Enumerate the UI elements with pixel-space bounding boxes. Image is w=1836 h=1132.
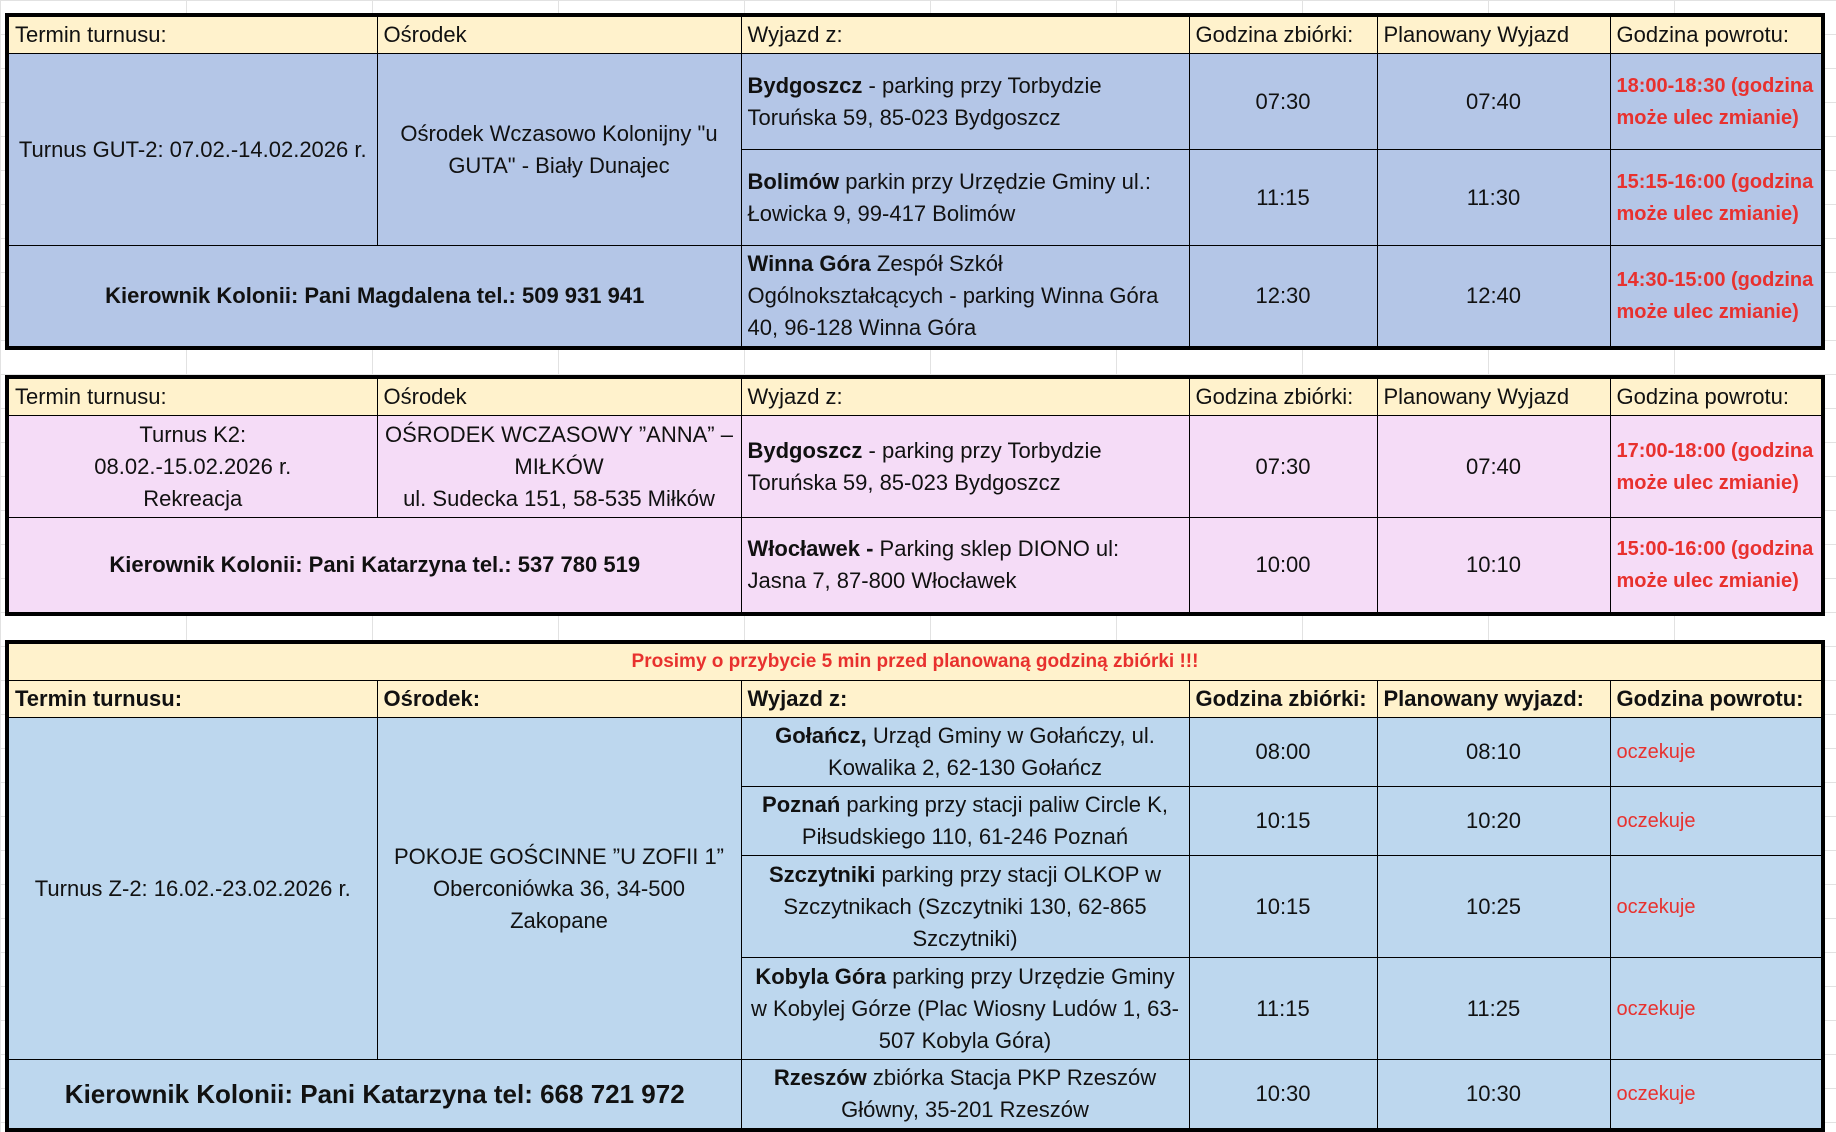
departure-place-cell — [741, 54, 1189, 150]
termin-cell: Turnus Z-2: 16.02.-23.02.2026 r. — [7, 718, 377, 1060]
planned-departure-cell: 11:25 — [1377, 958, 1610, 1060]
return-time-cell: 18:00-18:30 (godzina może ulec zmianie) — [1610, 54, 1823, 150]
osrodek-cell: POKOJE GOŚCINNE ”U ZOFII 1” Oberconiówka 36, 34-500 Zakopane — [377, 718, 741, 1060]
kierownik-cell: Kierownik Kolonii: Pani Katarzyna tel: 668 721 972 — [7, 1060, 741, 1131]
header-osrodek: Ośrodek — [377, 377, 741, 416]
departure-city: Winna Góra — [747, 251, 871, 276]
departure-city: Bydgoszcz — [747, 437, 863, 463]
planned-departure-cell: 07:40 — [1377, 416, 1610, 518]
gathering-time-cell: 10:15 — [1189, 856, 1377, 958]
table-row — [7, 718, 1823, 787]
notice-row — [7, 642, 1823, 681]
departure-place-cell — [741, 718, 1189, 787]
planned-departure-cell: 12:40 — [1377, 246, 1610, 349]
departure-address: parking przy stacji paliw Circle K, Piłsudskiego 110, 61-246 Poznań — [801, 792, 1168, 849]
planned-departure-cell: 10:25 — [1377, 856, 1610, 958]
gathering-time-cell: 11:15 — [1189, 150, 1377, 246]
termin-cell: Turnus GUT-2: 07.02.-14.02.2026 r. — [7, 54, 377, 246]
header-termin: Termin turnusu: — [7, 681, 377, 718]
departure-address: Zespół Szkół Ogólnokształcących - parking Winna Góra 40, 96-128 Winna Góra — [747, 251, 1159, 340]
gathering-time-cell: 08:00 — [1189, 718, 1377, 787]
table-row — [7, 246, 1823, 349]
departure-address: parkin przy Urzędzie Gminy ul.: Łowicka 9, 99-417 Bolimów — [747, 168, 1151, 226]
departure-place-cell — [741, 856, 1189, 958]
departure-city: Szczytniki — [768, 861, 876, 887]
header-godzina-powrotu: Godzina powrotu: — [1610, 377, 1823, 416]
departure-place-cell — [741, 518, 1189, 614]
return-status-cell: oczekuje — [1610, 787, 1823, 856]
osrodek-name: OŚRODEK WCZASOWY ”ANNA” – MIŁKÓW — [385, 421, 733, 479]
departure-address: zbiórka Stacja PKP Rzeszów Główny, 35-201 Rzeszów — [841, 1065, 1157, 1122]
header-planowany-wyjazd: Planowany wyjazd: — [1377, 681, 1610, 718]
gathering-time-cell: 10:00 — [1189, 518, 1377, 614]
header-godzina-zbiorki: Godzina zbiórki: — [1189, 681, 1377, 718]
gathering-time-cell: 10:30 — [1189, 1060, 1377, 1131]
planned-departure-cell: 10:10 — [1377, 518, 1610, 614]
header-godzina-powrotu: Godzina powrotu: — [1610, 15, 1823, 54]
departure-city: Włocławek - — [747, 535, 874, 561]
osrodek-cell: Ośrodek Wczasowo Kolonijny "u GUTA" - Biały Dunajec — [377, 54, 741, 246]
return-time-cell: 15:15-16:00 (godzina może ulec zmianie) — [1610, 150, 1823, 246]
schedule-table-z2 — [5, 640, 1825, 1132]
return-status-cell: oczekuje — [1610, 1060, 1823, 1131]
header-row — [7, 681, 1823, 718]
table-row — [7, 54, 1823, 150]
return-time-cell: 17:00-18:00 (godzina może ulec zmianie) — [1610, 416, 1823, 518]
kierownik-cell: Kierownik Kolonii: Pani Katarzyna tel.: 537 780 519 — [7, 518, 741, 614]
header-row — [7, 377, 1823, 416]
gathering-time-cell: 07:30 — [1189, 54, 1377, 150]
osrodek-cell — [377, 416, 741, 518]
return-status-cell: oczekuje — [1610, 718, 1823, 787]
departure-place-cell — [741, 787, 1189, 856]
departure-address: - parking przy Torbydzie Toruńska 59, 85-023 Bydgoszcz — [747, 72, 1102, 130]
header-termin: Termin turnusu: — [7, 377, 377, 416]
planned-departure-cell: 11:30 — [1377, 150, 1610, 246]
departure-city: Rzeszów — [773, 1065, 867, 1090]
planned-departure-cell: 10:30 — [1377, 1060, 1610, 1131]
schedule-table-k2 — [5, 375, 1825, 616]
departure-city: Bolimów — [747, 168, 840, 194]
departure-city: Kobyla Góra — [755, 963, 887, 989]
departure-place-cell — [741, 246, 1189, 349]
header-termin: Termin turnusu: — [7, 15, 377, 54]
departure-address: - parking przy Torbydzie Toruńska 59, 85-023 Bydgoszcz — [747, 437, 1102, 495]
table-row — [7, 416, 1823, 518]
header-godzina-zbiorki: Godzina zbiórki: — [1189, 377, 1377, 416]
departure-place-cell — [741, 1060, 1189, 1131]
planned-departure-cell: 08:10 — [1377, 718, 1610, 787]
return-status-cell: oczekuje — [1610, 856, 1823, 958]
header-wyjazd-z: Wyjazd z: — [741, 15, 1189, 54]
departure-place-cell — [741, 958, 1189, 1060]
gathering-time-cell: 12:30 — [1189, 246, 1377, 349]
gathering-time-cell: 11:15 — [1189, 958, 1377, 1060]
departure-address: Parking sklep DIONO ul: Jasna 7, 87-800 Włocławek — [747, 535, 1120, 593]
departure-city: Bydgoszcz — [747, 72, 863, 98]
planned-departure-cell: 10:20 — [1377, 787, 1610, 856]
planned-departure-cell: 07:40 — [1377, 54, 1610, 150]
return-time-cell: 15:00-16:00 (godzina może ulec zmianie) — [1610, 518, 1823, 614]
header-osrodek: Ośrodek — [377, 15, 741, 54]
departure-address: Urząd Gminy w Gołańczy, ul. Kowalika 2, 62-130 Gołańcz — [828, 723, 1155, 780]
gathering-time-cell: 07:30 — [1189, 416, 1377, 518]
return-time-cell: 14:30-15:00 (godzina może ulec zmianie) — [1610, 246, 1823, 349]
schedule-table-gut2 — [5, 13, 1825, 350]
header-planowany-wyjazd: Planowany Wyjazd — [1377, 15, 1610, 54]
header-planowany-wyjazd: Planowany Wyjazd — [1377, 377, 1610, 416]
header-wyjazd-z: Wyjazd z: — [741, 377, 1189, 416]
termin-cell: Turnus K2: 08.02.-15.02.2026 r. Rekreacja — [7, 416, 377, 518]
table-row — [7, 1060, 1823, 1131]
departure-address: parking przy stacji OLKOP w Szczytnikach (Szczytniki 130, 62-865 Szczytniki) — [783, 861, 1162, 951]
gathering-time-cell: 10:15 — [1189, 787, 1377, 856]
header-godzina-zbiorki: Godzina zbiórki: — [1189, 15, 1377, 54]
departure-city: Poznań — [762, 792, 841, 817]
header-row — [7, 15, 1823, 54]
departure-address: parking przy Urzędzie Gminy w Kobylej Górze (Plac Wiosny Ludów 1, 63-507 Kobyla Góra) — [751, 963, 1179, 1053]
departure-city: Gołańcz, — [775, 723, 867, 748]
header-wyjazd-z: Wyjazd z: — [741, 681, 1189, 718]
departure-place-cell — [741, 416, 1189, 518]
notice-text: Prosimy o przybycie 5 min przed planowaną godziną zbiórki !!! — [7, 642, 1823, 681]
kierownik-cell: Kierownik Kolonii: Pani Magdalena tel.: 509 931 941 — [7, 246, 741, 349]
departure-place-cell — [741, 150, 1189, 246]
return-status-cell: oczekuje — [1610, 958, 1823, 1060]
table-row — [7, 518, 1823, 614]
header-osrodek: Ośrodek: — [377, 681, 741, 718]
osrodek-address: ul. Sudecka 151, 58-535 Miłków — [403, 485, 715, 511]
header-godzina-powrotu: Godzina powrotu: — [1610, 681, 1823, 718]
